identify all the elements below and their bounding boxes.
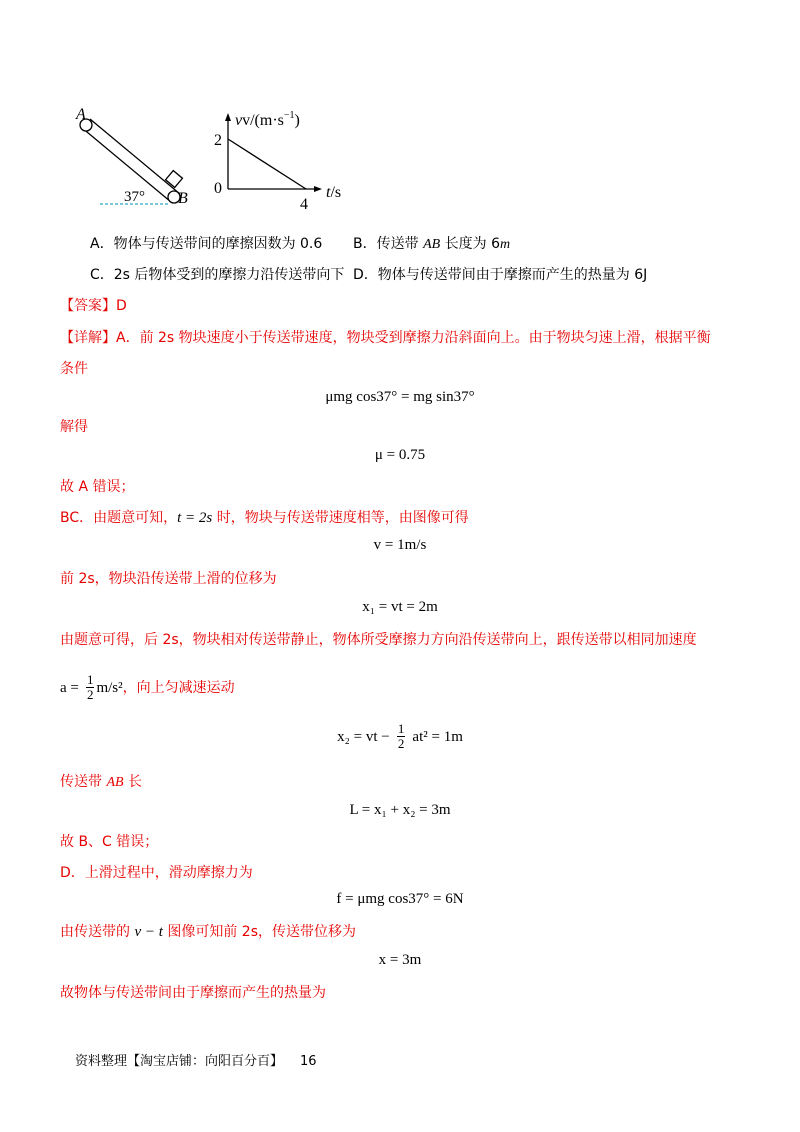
x-tick-label: 4: [300, 196, 308, 213]
option-b: B．传送带 AB 长度为 6m: [353, 236, 511, 252]
option-c: C．2s 后物体受到的摩擦力沿传送带向下: [90, 267, 345, 283]
angle-label: 37°: [124, 189, 145, 205]
block: [166, 171, 183, 188]
equation-6: L = x₁ + x₂ = 3m: [349, 802, 451, 818]
solve-label: 解得: [60, 419, 88, 435]
answer-line: 【答案】D: [60, 298, 127, 314]
a-wrong: 故 A 错误；: [60, 479, 135, 495]
equation-2: μ = 0.75: [374, 447, 426, 463]
figure: [70, 105, 360, 220]
origin-label: 0: [214, 180, 222, 197]
vt-graph: [214, 110, 341, 213]
option-d: D．物体与传送带间由于摩擦而产生的热量为 6J: [353, 267, 648, 283]
equation-7: f = μmg cos37° = 6N: [336, 891, 464, 907]
equation-8: x = 3m: [378, 952, 422, 968]
equation-3: v = 1m/s: [373, 537, 427, 553]
front-2s-line: 前 2s，物块沿传送带上滑的位移为: [60, 571, 277, 587]
bc-wrong: 故 B、C 错误；: [60, 834, 159, 850]
d-line: D．上滑过程中，滑动摩擦力为: [60, 865, 253, 881]
accel-fraction: $\frac{1}{2}$: [86, 672, 94, 702]
heat-line: 故物体与传送带间由于摩擦而产生的热量为: [60, 985, 326, 1001]
y-tick-label: 2: [214, 132, 222, 149]
equation-5: x₂ = vt − $\frac{1}{2}$ at² = 1m: [337, 721, 463, 751]
conveyor-belt: [75, 106, 188, 207]
option-a: A．物体与传送带间的摩擦因数为 0.6: [90, 236, 323, 252]
explain-line-2: 条件: [60, 361, 88, 377]
x-axis-label: t/s: [326, 184, 342, 201]
accel-line: a = $\frac{1}{2}$ m/s²，向上匀减速运动: [60, 672, 235, 702]
label-b: B: [178, 190, 188, 207]
bc-line: BC．由题意可知，t = 2s 时，物块与传送带速度相等，由图像可得: [60, 510, 469, 526]
explain-line-1: 【详解】A．前 2s 物块速度小于传送带速度，物块受到摩擦力沿斜面向上。由于物块匀速上滑，根据平衡: [60, 330, 711, 346]
x-axis-arrow: [314, 186, 322, 192]
equation-4: x₁ = vt = 2m: [362, 599, 438, 615]
vt-line: 由传送带的 v − t 图像可知前 2s，传送带位移为: [60, 924, 357, 940]
y-axis-label: $vv/(m\cdot s^{-1})$: [235, 110, 300, 129]
footer-source: 资料整理【淘宝店铺：向阳百分百】: [75, 1054, 284, 1069]
belt-line: 传送带 AB 长: [60, 774, 143, 790]
y-axis-arrow: [225, 113, 231, 121]
velocity-line: [228, 139, 306, 189]
equation-1: μmg cos37° = mg sin37°: [325, 389, 475, 405]
eq5-fraction: $\frac{1}{2}$: [397, 721, 405, 751]
page-number: 16: [300, 1054, 317, 1069]
after-2s-line: 由题意可得，后 2s，物块相对传送带静止，物体所受摩擦力方向沿传送带向上，跟传送带以相同加速度: [60, 632, 697, 648]
label-a: A: [76, 106, 86, 123]
